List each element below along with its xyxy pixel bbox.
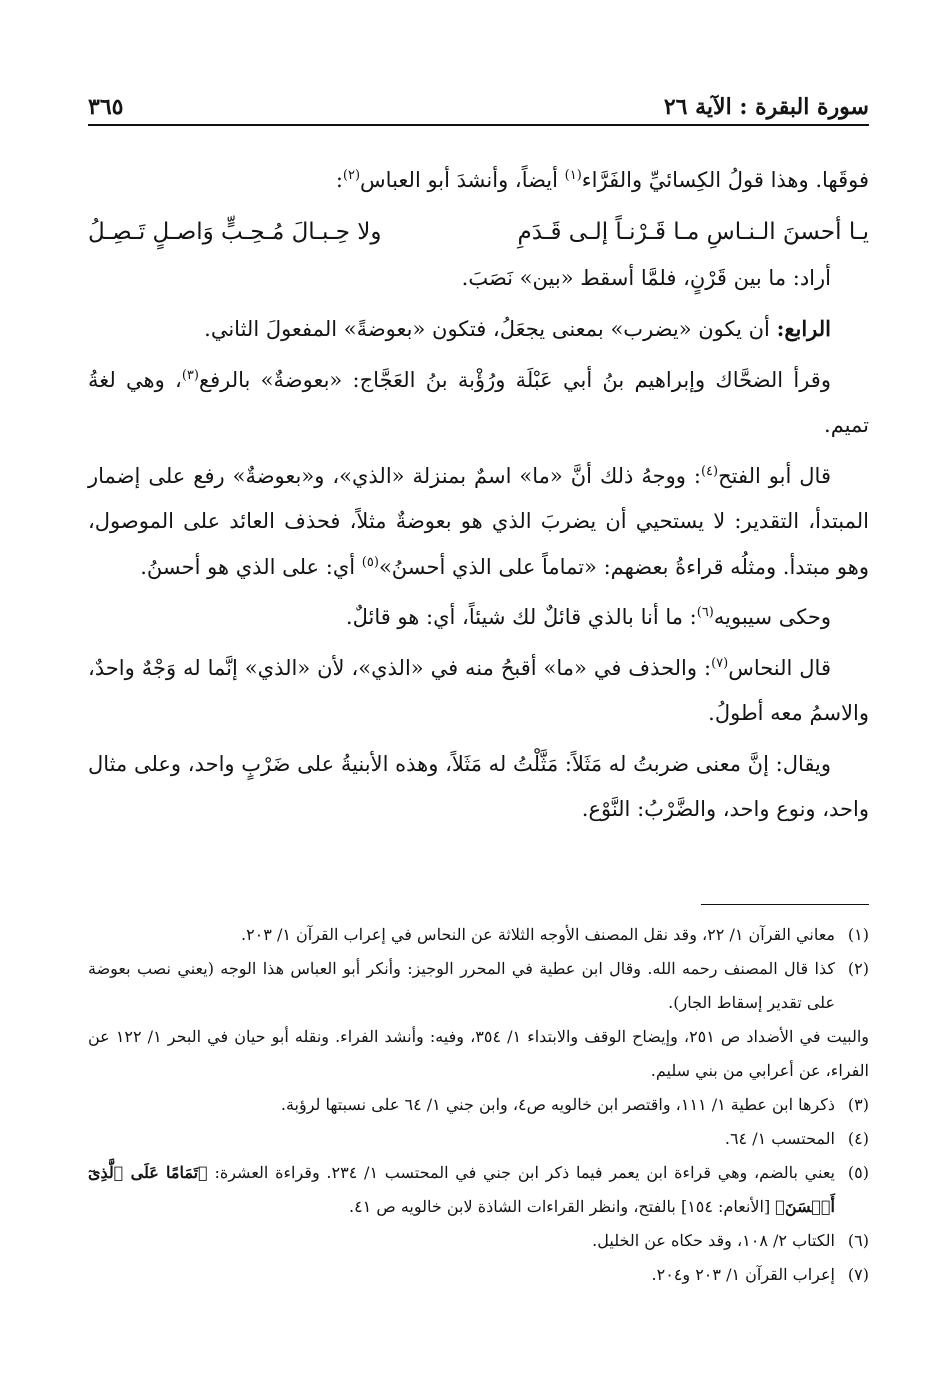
paragraph-2: أراد: ما بين قَرْنٍ، فلمَّا أسقط «بين» نَصَبَ.	[461, 265, 831, 290]
footnote-5	[88, 1156, 869, 1224]
footnote-text: إعراب القرآن ١/ ٢٠٣ و٢٠٤.	[651, 1265, 835, 1284]
footnotes	[88, 918, 869, 1292]
paragraph-7: قال النحاس$^{(٧)}$: والحذف في «ما» أقبحُ منه في «الذي»، لأن «الذي» إنَّما له وَجْهٌ واحدٌ، والاسمُ معه أطولُ.	[88, 655, 869, 725]
footnote-ref: (١)	[564, 168, 582, 183]
footnote-ref: (٣)	[181, 367, 199, 383]
footnote-ref: (٧)	[711, 655, 729, 671]
paragraph-6: وحكى سيبويه$^{(٦)}$: ما أنا بالذي قائلٌ لك شيئاً، أي: هو قائلٌ.	[345, 605, 831, 629]
page-number: ٣٦٥	[88, 94, 124, 120]
paragraph-5: قال أبو الفتح$^{(٤)}$: ووجهُ ذلك أنَّ «ما» اسمٌ بمنزلة «الذي»، و«بعوضةٌ» رفع على إضمار المبتدأ، التقدير: لا يستحيي أن يضربَ الذي هو بعوضةٌ مثلاً، فحذف العائد على الموصول، وهو مبتدأ. ومثلُه قراءةُ بعضهم: «تماماً على الذي أحسنُ»$^{(٥)}$ أي: على الذي هو أحسنُ.	[88, 463, 869, 579]
footnote-ref: (٤)	[700, 463, 719, 479]
footnote-2	[88, 952, 869, 1020]
footnote-number: (٣)	[847, 1095, 869, 1114]
footnote-number: (٤)	[847, 1129, 869, 1148]
footnote-text: الكتاب ٢/ ١٠٨، وقد حكاه عن الخليل.	[592, 1231, 835, 1250]
paragraph-3: الرابع: أن يكون «يضرب» بمعنى يجعَلُ، فتكون «بعوضةً» المفعولَ الثاني.	[204, 316, 831, 341]
footnote-number: (٦)	[847, 1231, 869, 1250]
footnote-text: المحتسب ١/ ٦٤.	[724, 1129, 835, 1148]
verse-second-hemistich: ولا حِـبـالَ مُـحِـبٍّ وَاصـلٍ تَـصِـلُ	[88, 218, 382, 245]
paragraph-4: وقرأ الضحَّاك وإبراهيم بنُ أبي عَبْلَة ورُؤْبة بنُ العَجَّاج: «بعوضةٌ» بالرفع$^{(٣)}$، وهي لغةُ تميم.	[88, 367, 869, 437]
footnote-number: (٢)	[847, 959, 869, 978]
paragraph-8: ويقال: إنَّ معنى ضربتُ له مَثَلاً: مَثَّلْتُ له مَثَلاً، وهذه الأبنيةُ على ضَرْبٍ واحد، وعلى مثال واحد، ونوع واحد، والضَّرْبُ: النَّوْع.	[88, 751, 869, 821]
footnote-text: والبيت في الأضداد ص ٢٥١، وإيضاح الوقف والابتداء ١/ ٣٥٤، وفيه: وأنشد الفراء. ونقله أبو حيان في البحر ١/ ١٢٢ عن الفراء، عن أعرابي من بني سليم.	[88, 1027, 870, 1080]
footnote-number: (١)	[847, 925, 869, 944]
surah-label: سورة البقرة : الآية ٢٦	[663, 94, 869, 120]
verse-first-hemistich: يـا أحسنَ الـنـاسِ مـا قَـرْنـاً إلـى قَـدَمِ	[517, 218, 869, 245]
header-rule	[88, 124, 869, 126]
footnote-rule	[701, 904, 869, 905]
section-keyword: الرابع:	[776, 316, 831, 341]
poem-verse	[88, 209, 869, 256]
page-header	[88, 84, 869, 120]
footnote-text: يعني بالضم، وهي قراءة ابن يعمر فيما ذكر ابن جني في المحتسب ١/ ٢٣٤. وقراءة العشرة: ﴿تَمَامًا عَلَى ٱلَّذِىٓ أَحۡسَنَ﴾ [الأنعام: ١٥٤] بالفتح، وانظر القراءات الشاذة لابن خالويه ص ٤١.	[88, 1163, 836, 1216]
footnote-6	[88, 1224, 869, 1258]
footnote-number: (٧)	[847, 1265, 869, 1284]
paragraph-1: فوقَها. وهذا قولُ الكِسائيِّ والفَرَّاء$^{(١)}$ أيضاً، وأنشدَ أبو العباس$^{(٢)}$:	[335, 168, 869, 192]
footnote-text: معاني القرآن ١/ ٢٢، وقد نقل المصنف الأوجه الثلاثة عن النحاس في إعراب القرآن ١/ ٢٠٣.	[240, 925, 835, 944]
footnote-text: ذكرها ابن عطية ١/ ١١١، واقتصر ابن خالويه ص٤، وابن جني ١/ ٦٤ على نسبتها لرؤبة.	[280, 1095, 835, 1114]
footnote-2-continued	[88, 1020, 869, 1088]
main-text	[88, 158, 869, 838]
footnote-ref: (٦)	[696, 605, 714, 620]
footnote-ref: (٥)	[361, 554, 379, 570]
footnote-text: كذا قال المصنف رحمه الله. وقال ابن عطية في المحرر الوجيز: وأنكر أبو العباس هذا الوجه (يعني نصب بعوضة على تقدير إسقاط الجار).	[88, 959, 835, 1012]
footnote-7	[88, 1258, 869, 1292]
footnote-1	[88, 918, 869, 952]
footnote-ref: (٢)	[342, 168, 361, 183]
footnote-4	[88, 1122, 869, 1156]
quran-verse: ﴿تَمَامًا عَلَى ٱلَّذِىٓ أَحۡسَنَ﴾	[88, 1163, 835, 1216]
footnote-3	[88, 1088, 869, 1122]
footnote-number: (٥)	[847, 1163, 869, 1182]
